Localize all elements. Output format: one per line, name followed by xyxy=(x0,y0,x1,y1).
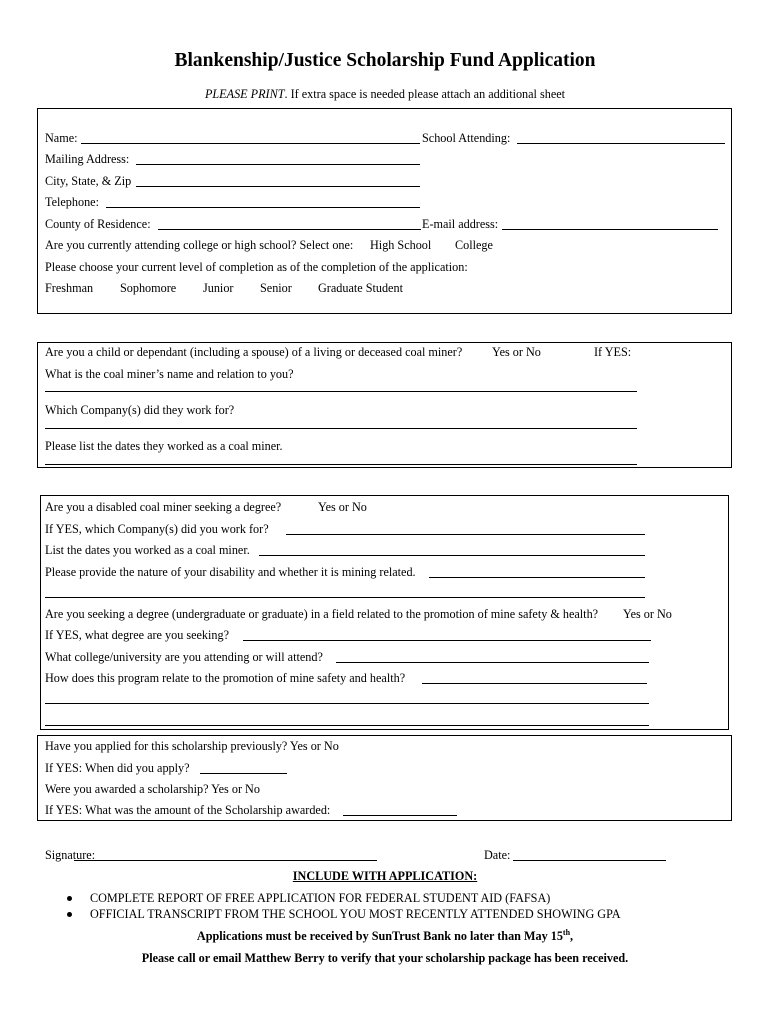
when-field[interactable] xyxy=(200,773,287,774)
mailing-label: Mailing Address: xyxy=(45,152,130,166)
city-field[interactable] xyxy=(136,186,420,187)
dependant-if-yes: If YES: xyxy=(594,345,632,359)
option-college[interactable]: College xyxy=(455,238,493,252)
county-field[interactable] xyxy=(158,229,421,230)
disability-label: Please provide the nature of your disability and whether it is mining related. xyxy=(45,565,416,579)
school-field[interactable] xyxy=(517,143,725,144)
relate-field[interactable] xyxy=(422,683,647,684)
level-sophomore[interactable]: Sophomore xyxy=(120,281,177,295)
option-high-school[interactable]: High School xyxy=(370,238,432,252)
level-graduate-student[interactable]: Graduate Student xyxy=(318,281,403,295)
miner-name-label: What is the coal miner’s name and relation to you? xyxy=(45,367,294,381)
page-title: Blankenship/Justice Scholarship Fund Application xyxy=(174,50,596,71)
include-item-transcript: OFFICIAL TRANSCRIPT FROM THE SCHOOL YOU MOST RECENTLY ATTENDED SHOWING GPA xyxy=(90,907,621,921)
print-instructions xyxy=(0,87,770,101)
include-heading xyxy=(0,869,770,883)
miner-name-field[interactable] xyxy=(45,391,637,392)
miner-dates-field[interactable] xyxy=(45,464,637,465)
school-label: School Attending: xyxy=(422,131,511,145)
deadline-notice xyxy=(0,929,770,943)
relate-label: How does this program relate to the promotion of mine safety and health? xyxy=(45,671,406,685)
applied-question: Have you applied for this scholarship previously? Yes or No xyxy=(45,739,339,753)
email-field[interactable] xyxy=(502,229,718,230)
disabled-company-label: If YES, which Company(s) did you work for? xyxy=(45,522,269,536)
date-label: Date: xyxy=(484,848,511,862)
disabled-yes-no[interactable]: Yes or No xyxy=(318,500,367,514)
deadline-end: , xyxy=(570,929,574,943)
degree-field[interactable] xyxy=(243,640,651,641)
dependant-yes-no[interactable]: Yes or No xyxy=(492,345,541,359)
county-label: County of Residence: xyxy=(45,217,151,231)
level-freshman[interactable]: Freshman xyxy=(45,281,94,295)
footer-notice: Please call or email Matthew Berry to verify that your scholarship package has been received. xyxy=(141,951,629,965)
mailing-field[interactable] xyxy=(136,164,420,165)
miner-dates-label: Please list the dates they worked as a coal miner. xyxy=(45,439,283,453)
telephone-label: Telephone: xyxy=(45,195,99,209)
level-question: Please choose your current level of completion as of the completion of the application: xyxy=(45,260,468,274)
amount-label: If YES: What was the amount of the Scholarship awarded: xyxy=(45,803,331,817)
telephone-field[interactable] xyxy=(106,207,420,208)
college-field[interactable] xyxy=(336,662,649,663)
deadline-superscript: th xyxy=(562,927,571,937)
miner-company-label: Which Company(s) did they work for? xyxy=(45,403,235,417)
degree-label: If YES, what degree are you seeking? xyxy=(45,628,229,642)
disability-field-2[interactable] xyxy=(45,597,645,598)
date-field[interactable] xyxy=(513,860,666,861)
degree-yes-no[interactable]: Yes or No xyxy=(623,607,672,621)
level-senior[interactable]: Senior xyxy=(260,281,292,295)
disabled-dates-label: List the dates you worked as a coal miner. xyxy=(45,543,250,557)
college-label: What college/university are you attending or will attend? xyxy=(45,650,323,664)
signature-field[interactable] xyxy=(74,860,377,861)
disabled-dates-field[interactable] xyxy=(259,555,645,556)
disability-field[interactable] xyxy=(429,577,645,578)
degree-question: Are you seeking a degree (undergraduate or graduate) in a field related to the promotion of mine safety & health? xyxy=(45,607,599,621)
miner-company-field[interactable] xyxy=(45,428,637,429)
instructions-rest: . If extra space is needed please attach an additional sheet xyxy=(284,87,566,101)
when-label: If YES: When did you apply? xyxy=(45,761,190,775)
name-field[interactable] xyxy=(81,143,420,144)
deadline-text: Applications must be received by SunTrust Bank no later than May 15 xyxy=(196,929,563,943)
attending-question: Are you currently attending college or high school? Select one: xyxy=(45,238,354,252)
please-print-emphasis: PLEASE PRINT xyxy=(204,87,285,101)
relate-field-2[interactable] xyxy=(45,703,649,704)
level-junior[interactable]: Junior xyxy=(203,281,234,295)
signature-label: Signature: xyxy=(45,848,96,862)
name-label: Name: xyxy=(45,131,78,145)
bullet-icon xyxy=(67,896,72,901)
amount-field[interactable] xyxy=(343,815,457,816)
include-heading-text: INCLUDE WITH APPLICATION: xyxy=(292,869,478,883)
email-label: E-mail address: xyxy=(422,217,499,231)
include-item-fafsa: COMPLETE REPORT OF FREE APPLICATION FOR FEDERAL STUDENT AID (FAFSA) xyxy=(90,891,551,905)
disabled-question: Are you a disabled coal miner seeking a degree? xyxy=(45,500,282,514)
dependant-question: Are you a child or dependant (including a spouse) of a living or deceased coal miner? xyxy=(45,345,463,359)
bullet-icon xyxy=(67,912,72,917)
awarded-question: Were you awarded a scholarship? Yes or No xyxy=(45,782,260,796)
city-label: City, State, & Zip xyxy=(45,174,132,188)
relate-field-3[interactable] xyxy=(45,725,649,726)
disabled-company-field[interactable] xyxy=(286,534,645,535)
